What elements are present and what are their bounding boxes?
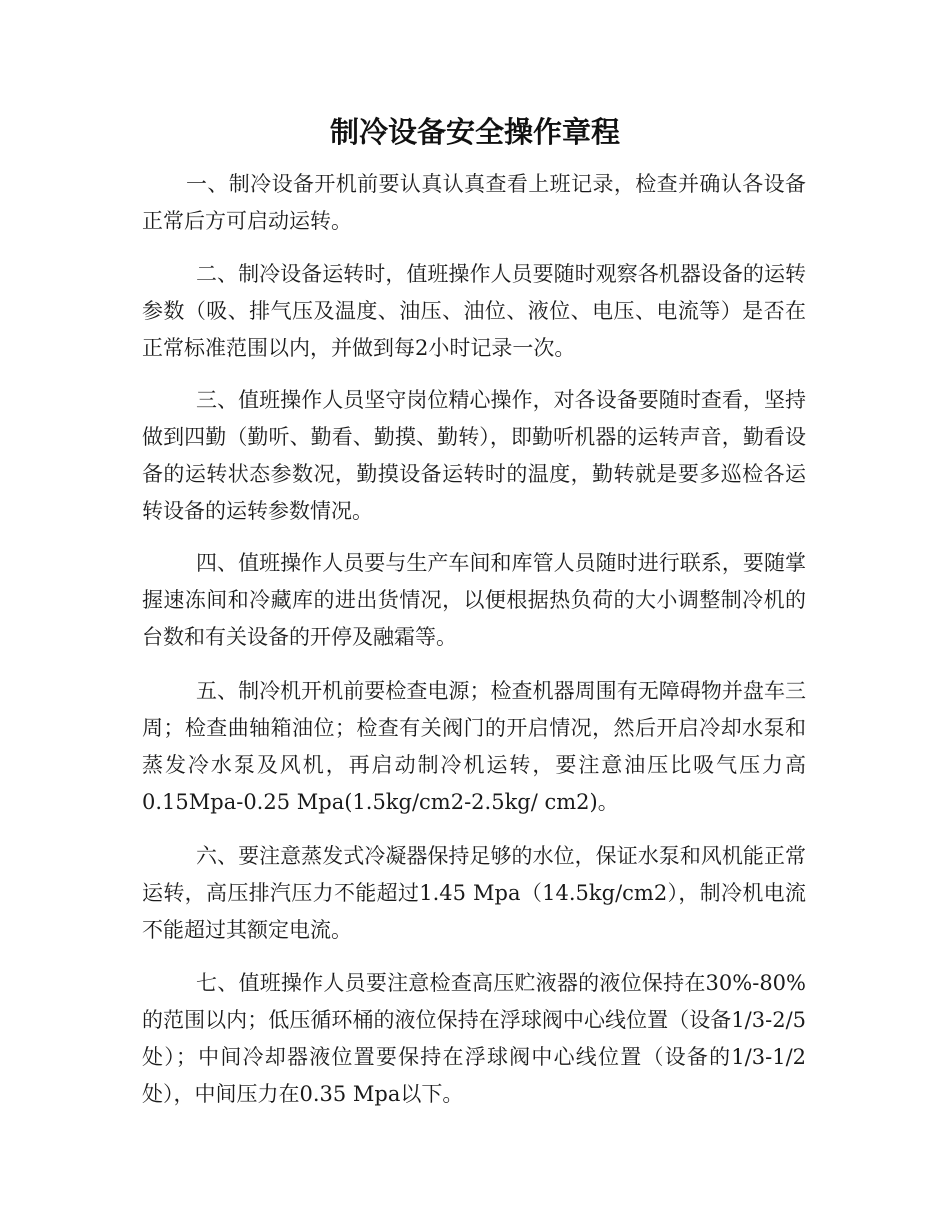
paragraph-3: 三、值班操作人员坚守岗位精心操作，对各设备要随时查看，坚持做到四勤（勤听、勤看、勤摸、勤转），即勤听机器的运转声音，勤看设备的运转状态参数况，勤摸设备运转时的温度，勤转就是要多巡检各运转设备的运转参数情况。 (142, 388, 806, 523)
paragraph-5: 五、制冷机开机前要检查电源；检查机器周围有无障碍物并盘车三周；检查曲轴箱油位；检查有关阀门的开启情况，然后开启冷却水泵和蒸发冷水泵及风机，再启动制冷机运转，要注意油压比吸气压力高0.15Mpa-0.25 Mpa(1.5kg/cm2-2.5kg/ cm2)。 (142, 679, 806, 814)
paragraph-6: 六、要注意蒸发式冷凝器保持足够的水位，保证水泵和风机能正常运转，高压排汽压力不能超过1.45 Mpa（14.5kg/cm2），制冷机电流不能超过其额定电流。 (142, 844, 806, 942)
document-title: 制冷设备安全操作章程 (329, 115, 620, 149)
paragraph-2: 二、制冷设备运转时，值班操作人员要随时观察各机器设备的运转参数（吸、排气压及温度、油压、油位、液位、电压、电流等）是否在正常标准范围以内，并做到每2小时记录一次。 (142, 262, 806, 360)
paragraph-7: 七、值班操作人员要注意检查高压贮液器的液位保持在30%-80%的范围以内；低压循环桶的液位保持在浮球阀中心线位置（设备1/3-2/5处）；中间冷却器液位置要保持在浮球阀中心线位置（设备的1/3-1/2处），中间压力在0.35 Mpa以下。 (142, 971, 806, 1106)
paragraph-4: 四、值班操作人员要与生产车间和库管人员随时进行联系，要随掌握速冻间和冷藏库的进出货情况，以便根据热负荷的大小调整制冷机的台数和有关设备的开停及融霜等。 (142, 551, 806, 649)
paragraph-1: 一、制冷设备开机前要认真认真查看上班记录，检查并确认各设备正常后方可启动运转。 (142, 172, 806, 233)
